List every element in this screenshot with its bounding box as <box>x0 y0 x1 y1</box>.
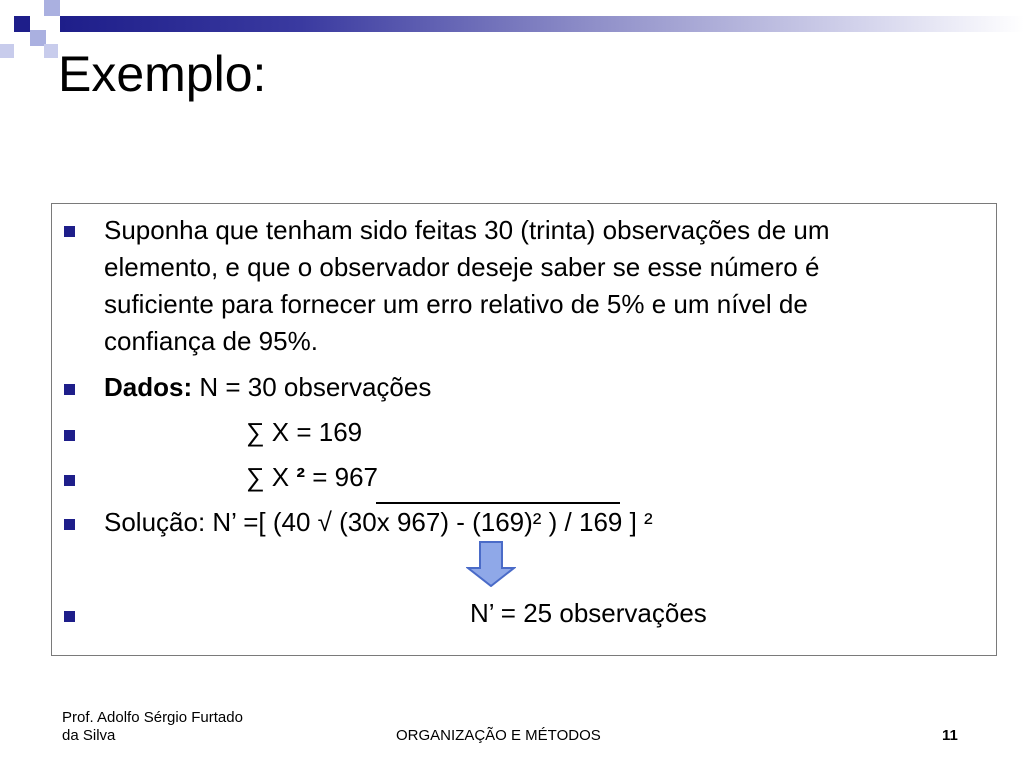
text-line: elemento, e que o observador deseje saber se esse número é <box>104 252 820 282</box>
bullet-text: ∑ X = 169 <box>246 417 363 447</box>
decor-square-light <box>0 44 14 58</box>
bullet-text <box>104 212 830 360</box>
result-text: N’ = 25 observações <box>470 598 707 628</box>
squared-sup: ² <box>296 462 305 492</box>
text-line: confiança de 95%. <box>104 326 318 356</box>
decor-square-light <box>44 44 58 58</box>
bullet-marker <box>64 611 75 622</box>
header-gradient-bar <box>60 16 1024 32</box>
text-line: Suponha que tenham sido feitas 30 (trinta) observações de um <box>104 215 830 245</box>
bullet-text <box>246 459 378 496</box>
author-line: Prof. Adolfo Sérgio Furtado <box>62 709 243 726</box>
dados-value: N = 30 observações <box>192 372 432 402</box>
down-arrow-icon <box>466 541 516 587</box>
bullet-marker <box>64 384 75 395</box>
bullet-marker <box>64 475 75 486</box>
author-line: da Silva <box>62 727 116 744</box>
page-number: 11 <box>942 727 958 744</box>
footer-author <box>62 709 243 745</box>
slide-title: Exemplo: <box>58 46 267 102</box>
bullet-marker <box>64 519 75 530</box>
sum-value: = 967 <box>305 462 379 492</box>
text-line: suficiente para fornecer um erro relativo de 5% e um nível de <box>104 289 808 319</box>
formula-text: Solução: N’ =[ (40 √ (30x 967) - (169)² ) / 169 ] ² <box>104 507 653 537</box>
decor-square-light <box>44 0 60 16</box>
footer-course: ORGANIZAÇÃO E MÉTODOS <box>396 727 601 744</box>
decor-square-dark <box>14 16 30 32</box>
bullet-marker <box>64 430 75 441</box>
bullet-marker <box>64 226 75 237</box>
sum-symbol-text: ∑ X <box>246 462 297 492</box>
bullet-text <box>104 369 431 406</box>
dados-label: Dados: <box>104 372 193 402</box>
